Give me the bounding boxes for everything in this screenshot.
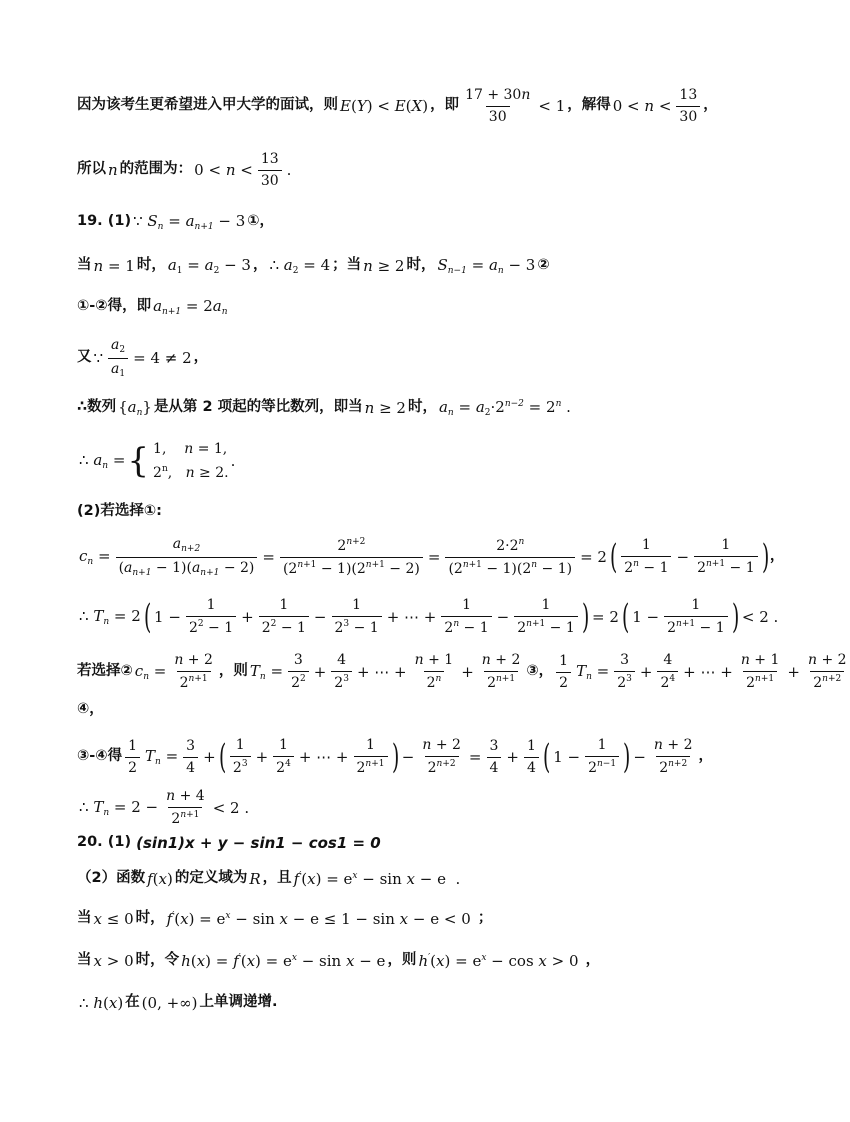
line-7: ∴数列 $\{a_n\}$ 是从第 2 项起的等比数列，即当 n ≥ 2 时， $a_n = a_2\cdot 2^{n-2} = 2^n$ .	[77, 397, 571, 418]
math: < 1	[538, 97, 566, 115]
line-2: 所以 n 的范围为： 0 < n < $\frac{13}{30}$ .	[77, 150, 292, 189]
line-17: （2）函数 f(x) 的定义域为 R ，且 $f'(x) = e^x - \sin x - e$ .	[77, 870, 461, 888]
line-12: 若选择② $c_n$ = $\frac{n + 2}{2^{n+1}}$ ，则 $T_n$ = $\frac{3}{2^2}$ + $\frac{4}{2^3}$ + ⋯ + $\frac{n + 1}{2^n}$ + $\frac{n + 2}{2^{n+1}}$ ③， $\frac{1}{2}$ $T_n$ = $\frac{3}{2^3}$ + $\frac{4}{2^4}$ + ⋯ + $\frac{n + 1}{2^{n+1}}$ + $\frac{n + 2}{2^{n+2}}$	[77, 652, 847, 691]
math: ∵ $S_n = a_{n+1} - 3$	[133, 211, 246, 232]
line-13: ④，	[77, 701, 104, 718]
text: ，即	[430, 97, 460, 114]
line-6: 又 ∵ $\frac{a_2}{a_1}$ = 4 ≠ 2 ，	[77, 336, 209, 379]
fraction: $\frac{2^{n+2}}{(2^{n+1} - 1)(2^{n+1} - 2)}$	[280, 537, 423, 578]
math: E(Y) < E(X)	[340, 97, 429, 115]
line-3: 19. (1) ∵ $S_n = a_{n+1} - 3$ ①，	[77, 211, 275, 232]
math: 0 < n <	[612, 97, 672, 115]
fraction: $\frac{13}{30}$	[676, 87, 700, 126]
fraction: $\frac{a_{n+2}}{(a_{n+1} - 1)(a_{n+1} - 2)}$	[116, 536, 258, 579]
math: 0 < n <	[194, 161, 253, 179]
fraction: $\frac{1}{2^{n+1} - 1}$	[694, 537, 758, 577]
line-4: 当 n = 1 时， $a_1 = a_2 - 3$ ， ∴ $a_2 = 4$ ；当 n ≥ 2 时， $S_{n-1} = a_n - 3$ ②	[77, 255, 550, 276]
line-10: $c_n$ = $\frac{a_{n+2}}{(a_{n+1} - 1)(a_{n+1} - 2)}$ = $\frac{2^{n+2}}{(2^{n+1} - 1)(2^{n+1} - 2)}$ = $\frac{2\cdot 2^n}{(2^{n+1} - 1)(2^n - 1)}$ = 2 ( $\frac{1}{2^n - 1}$ − $\frac{1}{2^{n+1} - 1}$ ) ，	[79, 535, 785, 578]
line-19: 当 x > 0 时，令 $h(x) = f'(x) = e^x - \sin x - e$ ，则 $h'(x) = e^x - \cos x > 0$ ，	[77, 952, 601, 970]
text: 所以	[77, 161, 106, 178]
line-18: 当 x ≤ 0 时， $f'(x) = e^x - \sin x - e \le 1 - \sin x - e < 0$ ；	[77, 910, 493, 928]
line-14: ③-④得 $\frac{1}{2}$ $T_n$ = $\frac{3}{4}$ + ( $\frac{1}{2^3}$ + $\frac{1}{2^4}$ + ⋯ + $\frac{1}{2^{n+1}}$ ) − $\frac{n + 2}{2^{n+2}}$ = $\frac{3}{4}$ + $\frac{1}{4}$ ( 1 − $\frac{1}{2^{n-1}}$ ) − $\frac{n + 2}{2^{n+2}}$ ，	[77, 737, 713, 777]
line-8: ∴ $a_n$ = { 1, n = 1, 2$^n$, n ≥ 2. .	[79, 441, 236, 481]
line-5: ①-②得，即 $a_{n+1} = 2a_n$	[77, 296, 228, 317]
text: 因为该考生更希望进入甲大学的面试，则	[77, 97, 338, 114]
fraction: $\frac{2\cdot 2^n}{(2^{n+1} - 1)(2^n - 1)}$	[445, 537, 575, 578]
line-11: ∴ $T_n = 2$ ( 1 − $\frac{1}{2^2 - 1}$ + $\frac{1}{2^2 - 1}$ − $\frac{1}{2^3 - 1}$ + ⋯ + $\frac{1}{2^n - 1}$ − $\frac{1}{2^{n+1} - 1}$ ) = 2 ( 1 − $\frac{1}{2^{n+1} - 1}$ ) < 2 .	[79, 597, 779, 637]
fraction: $\frac{17 + 30n}{30}$	[465, 86, 531, 125]
fraction: $\frac{1}{2^n - 1}$	[621, 537, 671, 577]
fraction: $\frac{a_2}{a_1}$	[108, 337, 128, 380]
line-1: 因为该考生更希望进入甲大学的面试，则 E(Y) < E(X) ，即 $\frac{17 + 30n}{30}$ < 1 ，解得 0 < n < $\frac{13}{30}$ ，	[77, 86, 718, 125]
line-15: ∴ $T_n = 2$ − $\frac{n + 4}{2^{n+1}}$ < 2 .	[79, 788, 250, 827]
line-20: ∴ h(x) 在 (0, +∞) 上单调递增.	[79, 994, 278, 1012]
fraction: $\frac{13}{30}$	[258, 151, 282, 190]
line-16: 20. (1) (sin1)x + y − sin1 − cos1 = 0	[77, 834, 381, 852]
text: ，解得	[567, 97, 611, 114]
line-9: (2)若选择①:	[77, 503, 162, 520]
text: 的范围为：	[119, 161, 193, 178]
text: 19. (1)	[77, 213, 132, 230]
cases: 1, n = 1, 2$^n$, n ≥ 2.	[153, 441, 229, 481]
bold-equation: (sin1)x + y − sin1 − cos1 = 0	[136, 834, 381, 852]
